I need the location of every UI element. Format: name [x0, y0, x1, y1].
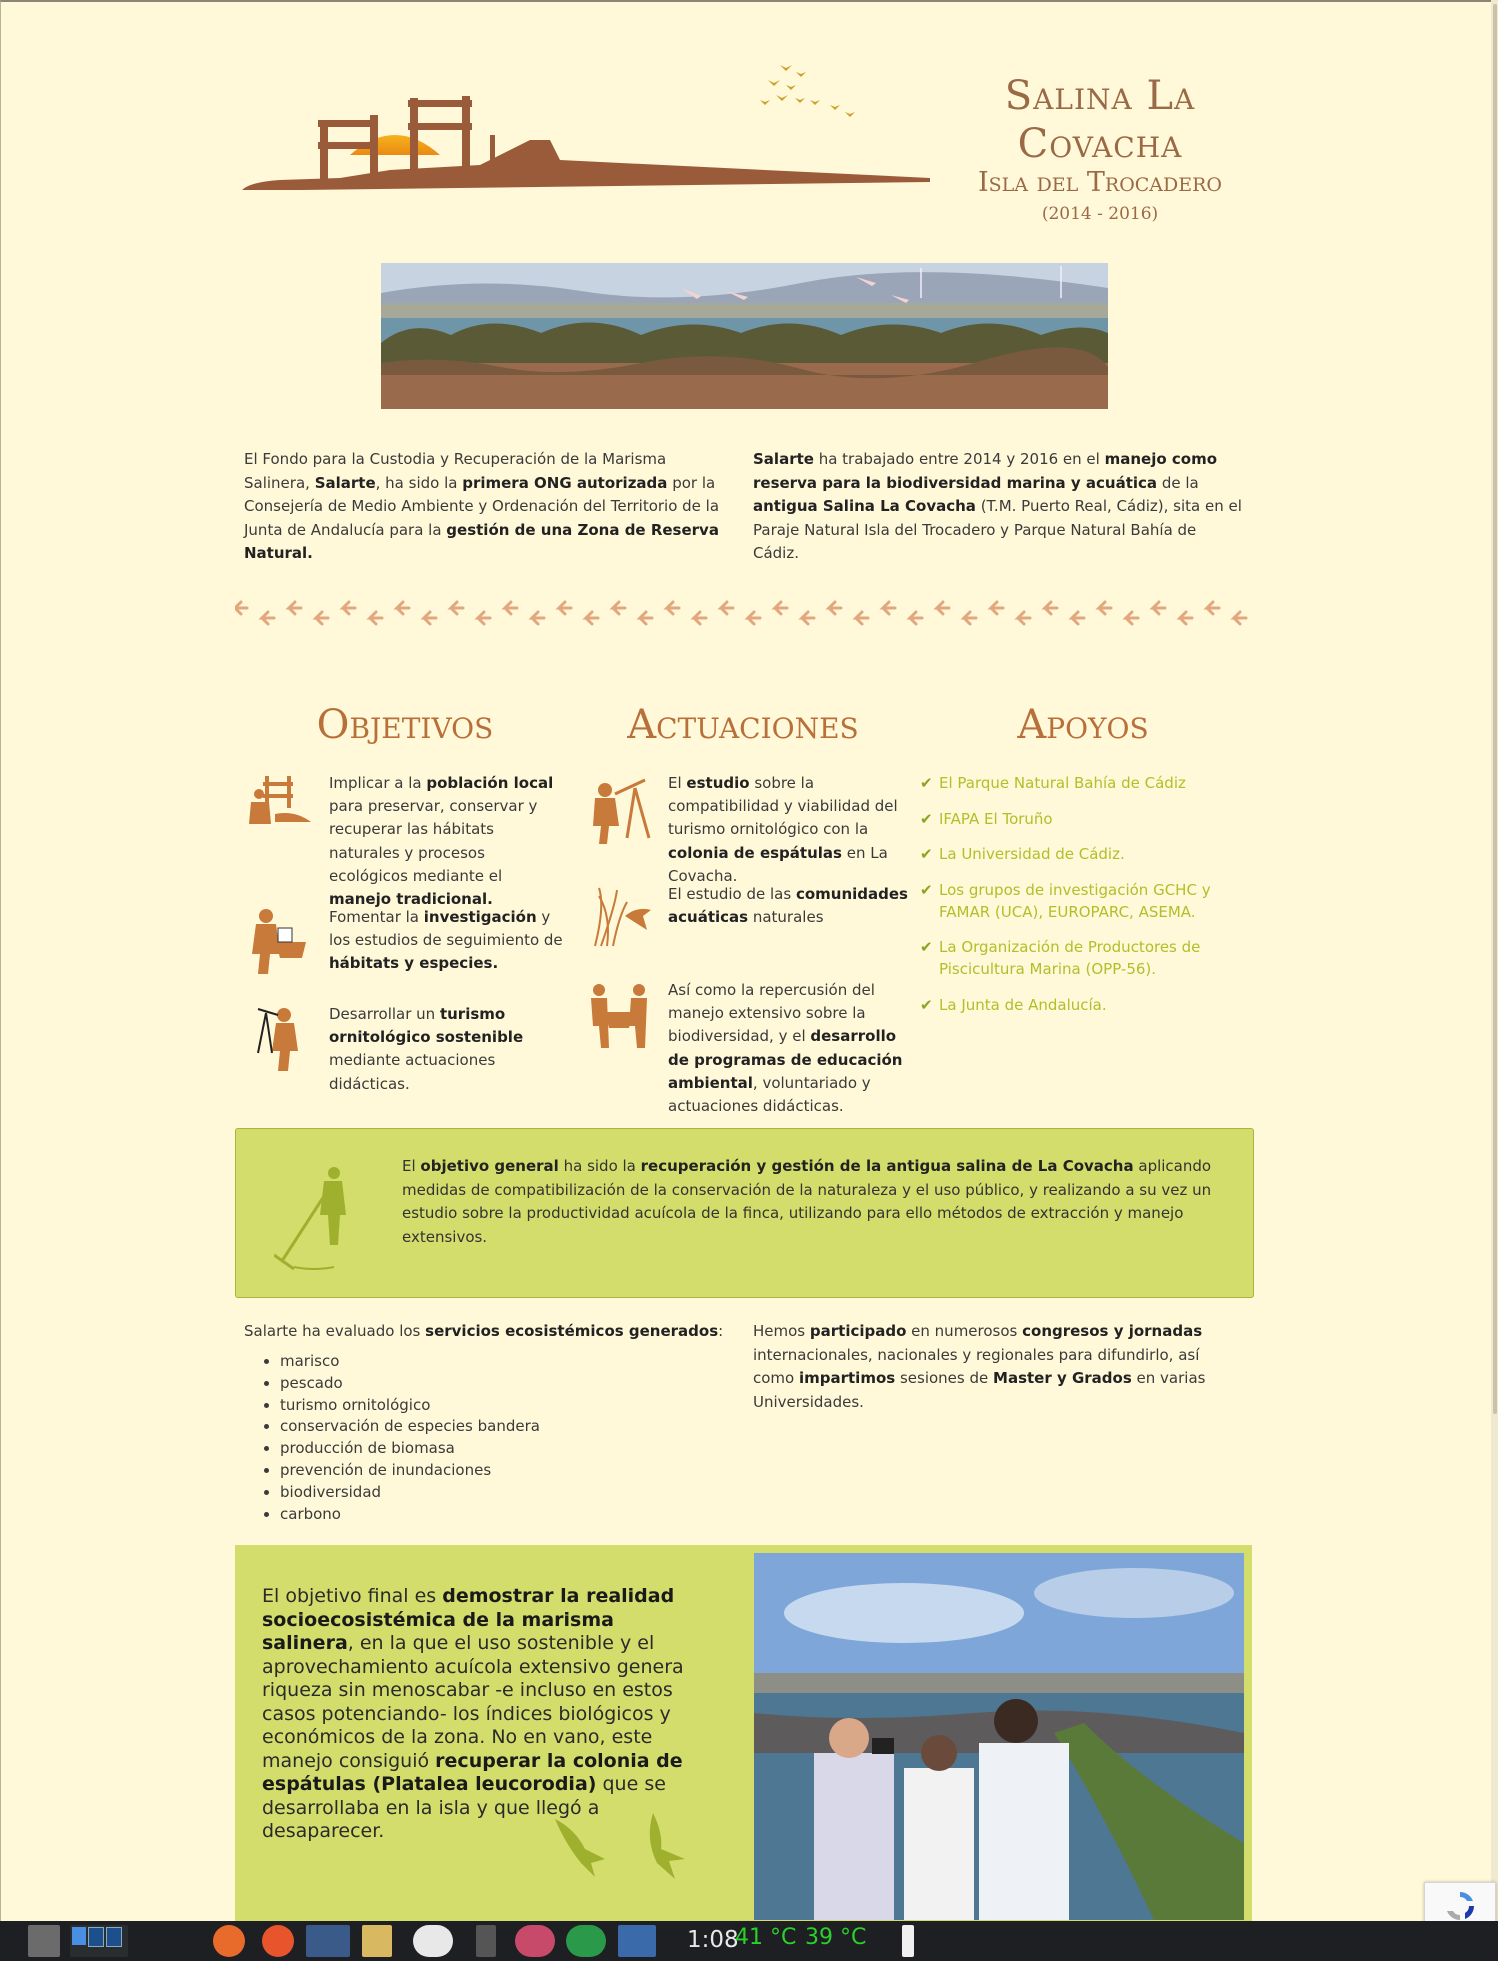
text-span: , ha sido la: [375, 473, 463, 492]
footprint-icon: [586, 612, 598, 624]
footprint-icon: [424, 612, 436, 624]
apoyo-label[interactable]: La Universidad de Cádiz.: [939, 845, 1125, 864]
actuacion-1: [668, 772, 908, 888]
bold-text: recuperar la colonia de espátulas (Platalea leucorodia): [262, 1749, 683, 1795]
checkmark-icon: ✔: [920, 995, 933, 1014]
checkmark-icon: ✔: [920, 845, 933, 864]
apoyo-link-1[interactable]: [920, 808, 1250, 830]
reeds-bird-icon: [585, 886, 655, 952]
text-span: :: [718, 1322, 724, 1340]
text-span: Salarte ha evaluado los: [244, 1322, 426, 1340]
footprint-icon: [1180, 612, 1192, 624]
footprint-icon: [694, 612, 706, 624]
bold-text: colonia de espátulas: [668, 843, 842, 862]
footprint-icon: [262, 612, 274, 624]
objetivo-2: [329, 906, 565, 976]
text-span: Desarrollar un: [329, 1005, 440, 1023]
servicio-item: • marisco: [280, 1351, 724, 1373]
bold-text: recuperación y gestión de la antigua salina de La Covacha: [640, 1157, 1134, 1175]
bold-text: turismo ornitológico sostenible: [329, 1005, 524, 1047]
site-title[interactable]: [960, 72, 1240, 230]
servicios-ecosistemicos: [244, 1320, 724, 1525]
birdwatchers-photo: [754, 1553, 1244, 1920]
text-span: sobre la compatibilidad y viabilidad del turismo ornitológico con la: [668, 774, 898, 839]
footprint-icon: [316, 612, 328, 624]
text-span: , voluntariado y actuaciones didácticas.: [668, 1073, 871, 1116]
footprint-icon: [505, 602, 517, 614]
footprint-icon: [559, 602, 571, 614]
usb-icon[interactable]: [476, 1925, 496, 1957]
birdwatcher-telescope-icon: [252, 1003, 312, 1073]
apoyo-link-5[interactable]: [920, 994, 1250, 1016]
checkmark-icon: ✔: [920, 809, 933, 828]
text-span: ha sido la: [558, 1157, 641, 1175]
apoyo-label[interactable]: Los grupos de investigación GCHC y FAMAR (UCA), EUROPARC, ASEMA.: [939, 880, 1211, 921]
bold-text: impartimos: [798, 1369, 896, 1387]
bird-footprints-divider: [235, 598, 1253, 632]
apoyo-label[interactable]: La Junta de Andalucía.: [939, 995, 1107, 1014]
servicios-list: [244, 1351, 724, 1525]
scrollbar-thumb[interactable]: [1493, 4, 1497, 1414]
footprint-icon: [829, 602, 841, 614]
actuacion-2: [668, 883, 908, 929]
tray-indicator[interactable]: [902, 1925, 914, 1957]
bold-text: investigación: [423, 908, 537, 926]
telescope-observer-icon: [585, 774, 655, 846]
text-span: , en la que el uso sostenible y el aprovechamiento acuícola extensivo genera riqueza sin menoscabar -e incluso en estos casos potenciando- los índices biológicos y económicos de la zona. No en vano, este manejo consiguió: [262, 1632, 684, 1772]
bold-text: manejo tradicional.: [329, 890, 493, 909]
text-span: para preservar, conservar y recuperar las hábitats naturales y procesos ecológicos mediante el: [329, 797, 538, 885]
firefox-icon-2[interactable]: [262, 1925, 294, 1957]
bold-text: objetivo general: [420, 1157, 559, 1175]
footprint-icon: [991, 602, 1003, 614]
text-span: que se desarrollaba en la isla y que llegó a desaparecer.: [262, 1773, 666, 1842]
servicio-item: • turismo ornitológico: [280, 1395, 724, 1417]
footprint-icon: [451, 602, 463, 614]
text-span: Así como la repercusión del manejo extensivo sobre la biodiversidad, y el: [668, 981, 875, 1046]
chrome-icon[interactable]: [566, 1925, 606, 1957]
footprint-icon: [1153, 602, 1165, 614]
text-span: internacionales, nacionales y regionales para difundirlo, así como: [753, 1345, 1200, 1387]
footprint-icon: [856, 612, 868, 624]
site-subtitle: Isla del Trocadero: [977, 167, 1223, 198]
text-span: Fomentar la: [329, 908, 424, 926]
text-span: ha trabajado entre 2014 y 2016 en el: [813, 450, 1105, 468]
bold-text: Master y Grados: [993, 1369, 1132, 1387]
folder-icon[interactable]: [362, 1925, 392, 1957]
checkmark-icon: ✔: [920, 774, 933, 792]
footprint-icon: [937, 602, 949, 614]
system-taskbar: [0, 1921, 1498, 1961]
color-picker-icon[interactable]: [515, 1925, 555, 1957]
text-span: en varias Universidades.: [753, 1369, 1206, 1411]
text-span: El objetivo final es: [262, 1585, 443, 1607]
footprint-icon: [883, 602, 895, 614]
text-span: por la Consejería de Medio Ambiente y Ordenación del Territorio de la Junta de Andalucía para la: [244, 473, 720, 539]
footprint-icon: [1099, 602, 1111, 614]
bold-text: congresos y jornadas: [1022, 1322, 1203, 1340]
calculator-icon[interactable]: [28, 1925, 60, 1957]
text-span: y los estudios de seguimiento de: [329, 908, 563, 950]
workers-basket-icon: [583, 980, 655, 1050]
objetivos-title: Objetivos: [316, 702, 494, 748]
recaptcha-icon: [1443, 1889, 1477, 1923]
servicios-intro: [244, 1320, 724, 1343]
salt-worker-rake-icon: [245, 774, 313, 826]
checkmark-icon: ✔: [920, 938, 933, 957]
footprint-icon: [721, 602, 733, 614]
text-span: aplicando medidas de compatibilización de la conservación de la naturaleza y el uso público, y realizando a su vez un estudio sobre la productividad acuícola de la finca, utilizando para ello métodos de extracción y manejo extensivos.: [402, 1157, 1212, 1246]
bold-text: participado: [809, 1322, 907, 1340]
text-span: El: [402, 1157, 421, 1175]
apoyos-title: Apoyos: [1017, 702, 1149, 748]
actuacion-3: [668, 979, 908, 1118]
footprint-icon: [1234, 612, 1246, 624]
actuaciones-title: Actuaciones: [627, 702, 859, 748]
apoyo-link-3[interactable]: [920, 879, 1250, 923]
bold-text: manejo como reserva para la biodiversidad marina y acuática: [753, 450, 1218, 492]
objetivo-general-box: [235, 1128, 1254, 1298]
bold-text: Salarte: [753, 450, 814, 468]
footprint-icon: [640, 612, 652, 624]
text-span: El Fondo para la Custodia y Recuperación de la Marisma Salinera,: [244, 450, 667, 492]
apoyo-link-2[interactable]: [920, 843, 1250, 865]
footprint-icon: [964, 612, 976, 624]
text-span: de la: [1157, 473, 1199, 492]
footprint-icon: [289, 602, 301, 614]
lock-icon[interactable]: [413, 1925, 453, 1957]
text-span: sesiones de: [895, 1369, 994, 1387]
text-span: en numerosos: [906, 1322, 1023, 1340]
footprint-icon: [910, 612, 922, 624]
footprint-icon: [775, 602, 787, 614]
footprint-icon: [667, 602, 679, 614]
bold-text: comunidades acuáticas: [668, 885, 908, 927]
participacion-paragraph: [753, 1320, 1243, 1414]
bold-text: antigua Salina La Covacha: [753, 497, 976, 515]
objetivo-3: [329, 1003, 565, 1096]
text-span: El: [668, 774, 687, 792]
footprint-icon: [613, 602, 625, 614]
firefox-icon[interactable]: [213, 1925, 245, 1957]
salina-logo[interactable]: [240, 60, 930, 195]
bold-text: primera ONG autorizada: [462, 473, 668, 492]
bold-text: gestión de una Zona de Reserva Natural.: [244, 520, 719, 562]
footprint-icon: [235, 602, 247, 614]
apoyo-label[interactable]: La Organización de Productores de Piscicultura Marina (OPP-56).: [939, 938, 1201, 979]
footprint-icon: [532, 612, 544, 624]
objetivo-1: [329, 772, 565, 911]
servicio-item: • pescado: [280, 1373, 724, 1395]
bird-flock-icon: [760, 65, 855, 117]
servicio-item: • carbono: [280, 1504, 724, 1526]
text-span: (T.M. Puerto Real, Cádiz), sita en el Paraje Natural Isla del Trocadero y Parque Natural Bahía de Cádiz.: [753, 497, 1242, 562]
checkmark-icon: ✔: [920, 880, 933, 899]
bold-text: hábitats y especies.: [329, 954, 499, 973]
bold-text: Salarte: [314, 473, 376, 492]
footprint-icon: [343, 602, 355, 614]
footprint-icon: [370, 612, 382, 624]
bold-text: desarrollo de programas de educación ambiental: [668, 1027, 903, 1092]
apoyo-link-0[interactable]: [920, 772, 1250, 794]
intro-right-paragraph: [753, 448, 1243, 566]
researcher-microscope-icon: [248, 906, 310, 978]
text-span: El estudio de las: [668, 885, 796, 903]
footprint-icon: [397, 602, 409, 614]
servicio-item: • conservación de especies bandera: [280, 1416, 724, 1438]
servicio-item: • biodiversidad: [280, 1482, 724, 1504]
salt-raker-icon: [274, 1163, 354, 1271]
servicio-item: • producción de biomasa: [280, 1438, 724, 1460]
flying-birds-icon: [553, 1809, 703, 1879]
taskbar-clock[interactable]: 1:08: [687, 1927, 739, 1953]
site-years: (2014 - 2016): [1041, 204, 1159, 224]
footprint-icon: [1018, 612, 1030, 624]
cpu-temp-2: 39 °C: [805, 1925, 867, 1950]
footprint-icon: [1207, 602, 1219, 614]
apoyos-list: [920, 772, 1250, 1030]
bold-text: servicios ecosistémicos generados: [425, 1322, 719, 1340]
apoyo-link-4[interactable]: [920, 936, 1250, 980]
workspace-switcher[interactable]: [70, 1925, 128, 1957]
text-span: mediante actuaciones didácticas.: [329, 1051, 496, 1093]
footprint-icon: [1126, 612, 1138, 624]
servicio-item: • prevención de inundaciones: [280, 1460, 724, 1482]
bold-text: población local: [426, 774, 554, 792]
page-scrollbar[interactable]: [1491, 0, 1498, 1921]
footprint-icon: [1045, 602, 1057, 614]
cpu-temp-1: 41 °C: [735, 1925, 797, 1950]
text-span: Hemos: [753, 1322, 810, 1340]
text-span: Implicar a la: [329, 774, 427, 792]
bold-text: demostrar la realidad socioecosistémica de la marisma salinera: [262, 1585, 675, 1654]
intro-left-paragraph: [244, 448, 734, 566]
objetivo-general-text: [402, 1155, 1222, 1249]
objetivo-final-text: [262, 1585, 712, 1844]
text-span: naturales: [748, 908, 824, 927]
gimp-icon[interactable]: [306, 1925, 350, 1957]
footprint-icon: [802, 612, 814, 624]
text-span: en La Covacha.: [668, 843, 888, 885]
flamingo-banner-image: [381, 263, 1108, 409]
apoyo-label[interactable]: IFAPA El Toruño: [939, 809, 1053, 828]
app-launcher-icon[interactable]: [618, 1925, 656, 1957]
site-title-main: Salina La Covacha: [1004, 73, 1196, 167]
footprint-icon: [748, 612, 760, 624]
footprint-icon: [478, 612, 490, 624]
footprint-icon: [1072, 612, 1084, 624]
bold-text: estudio: [686, 774, 750, 792]
apoyo-label[interactable]: El Parque Natural Bahía de Cádiz: [939, 774, 1186, 792]
